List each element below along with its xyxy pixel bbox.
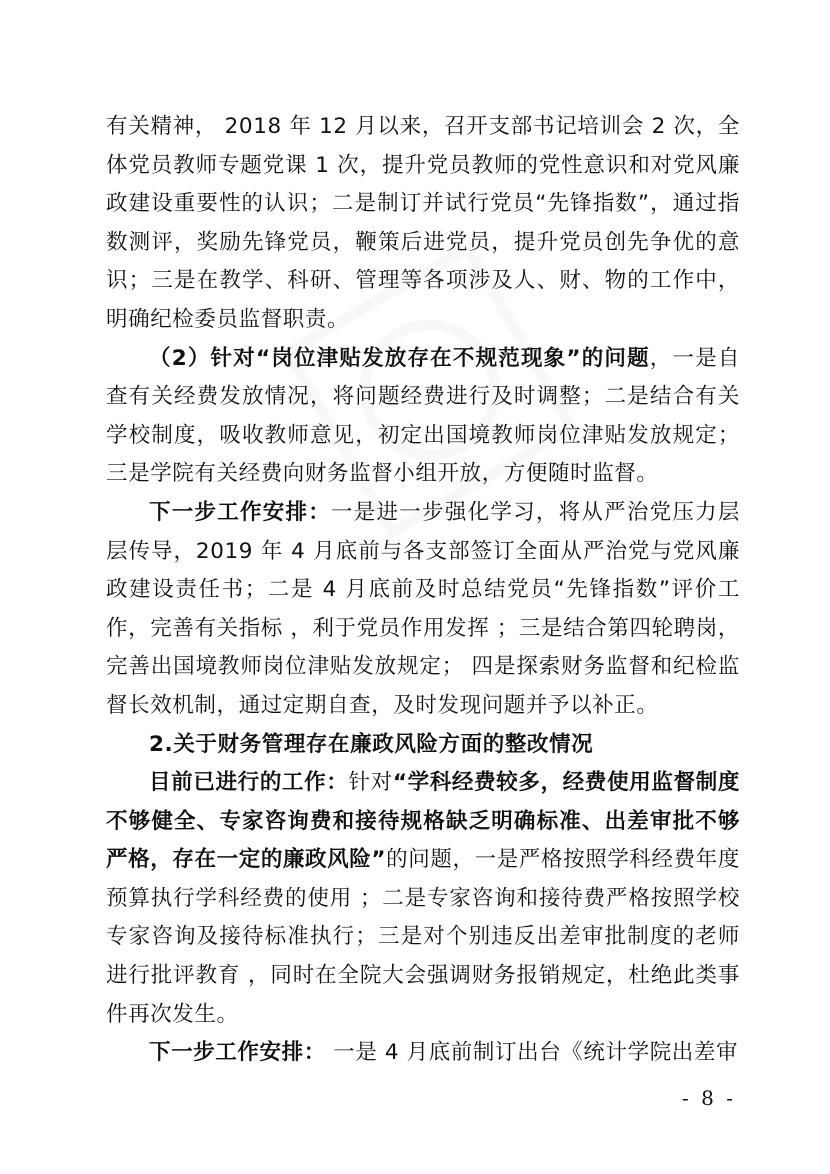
paragraph-2-text: ，一是自查有关经费发放情况，将问题经费进行及时调整；二是结合有关学校制度，吸收教师意见，初定出国境教师岗位津贴发放规定；三是学院有关经费向财务监督小组开放，方便随时监督。 [106, 345, 740, 487]
paragraph-1-text: 有关精神， 2018 年 12 月以来，召开支部书记培训会 2 次，全体党员教师专题党课 1 次，提升党员教师的党性意识和对党风廉政建设重要性的认识；二是制订并试行党员“先锋指数”，通过指数测评，奖励先锋党员，鞭策后进党员，提升党员创先争优的意识；三是在教学、科研、管理等各项涉及人、财、物的工作中，明确纪检委员监督职责。 [106, 114, 740, 332]
document-body [106, 108, 740, 1073]
paragraph-1 [106, 108, 740, 340]
paragraph-5-issue: “学科经费较多，经费使用监督制度不够健全、专家咨询费和接待规格缺乏明确标准、出差审批不够严格，存在一定的廉政风险” [106, 770, 740, 873]
section-heading-text: 2.关于财务管理存在廉政风险方面的整改情况 [149, 731, 594, 757]
section-heading [106, 726, 740, 765]
paragraph-5-connector: 针对 [348, 770, 393, 796]
paragraph-5-lead: 目前已进行的工作： [149, 770, 349, 796]
paragraph-6 [106, 1034, 740, 1073]
page-number: - 8 - [682, 1086, 736, 1110]
paragraph-5-text: 的问题，一是严格按照学科经费年度预算执行学科经费的使用 ；二是专家咨询和接待费严格按照学校专家咨询及接待标准执行；三是对个别违反出差审批制度的老师进行批评教育 ，同时在全院大会强调财务报销规定，杜绝此类事件再次发生。 [106, 847, 741, 1027]
paragraph-6-text: 一是 4 月底前制订出台《统计学院出差审 [325, 1040, 739, 1066]
paragraph-2 [106, 340, 740, 494]
paragraph-2-lead: （2）针对 [149, 345, 256, 371]
paragraph-3-lead: 下一步工作安排： [149, 499, 332, 525]
paragraph-6-lead: 下一步工作安排： [149, 1040, 326, 1066]
paragraph-5 [106, 764, 740, 1034]
paragraph-3 [106, 494, 740, 726]
paragraph-3-text: 一是进一步强化学习，将从严治党压力层层传导，2019 年 4 月底前与各支部签订全面从严治党与党风廉政建设责任书；二是 4 月底前及时总结党员“先锋指数”评价工作，完善有关指标 ，利于党员作用发挥 ；三是结合第四轮聘岗，完善出国境教师岗位津贴发放规定； 四是探索财务监督和纪检监督长效机制，通过定期自查，及时发现问题并予以补正。 [106, 499, 740, 718]
paragraph-2-issue: “岗位津贴发放存在不规范现象”的问题 [255, 345, 650, 371]
